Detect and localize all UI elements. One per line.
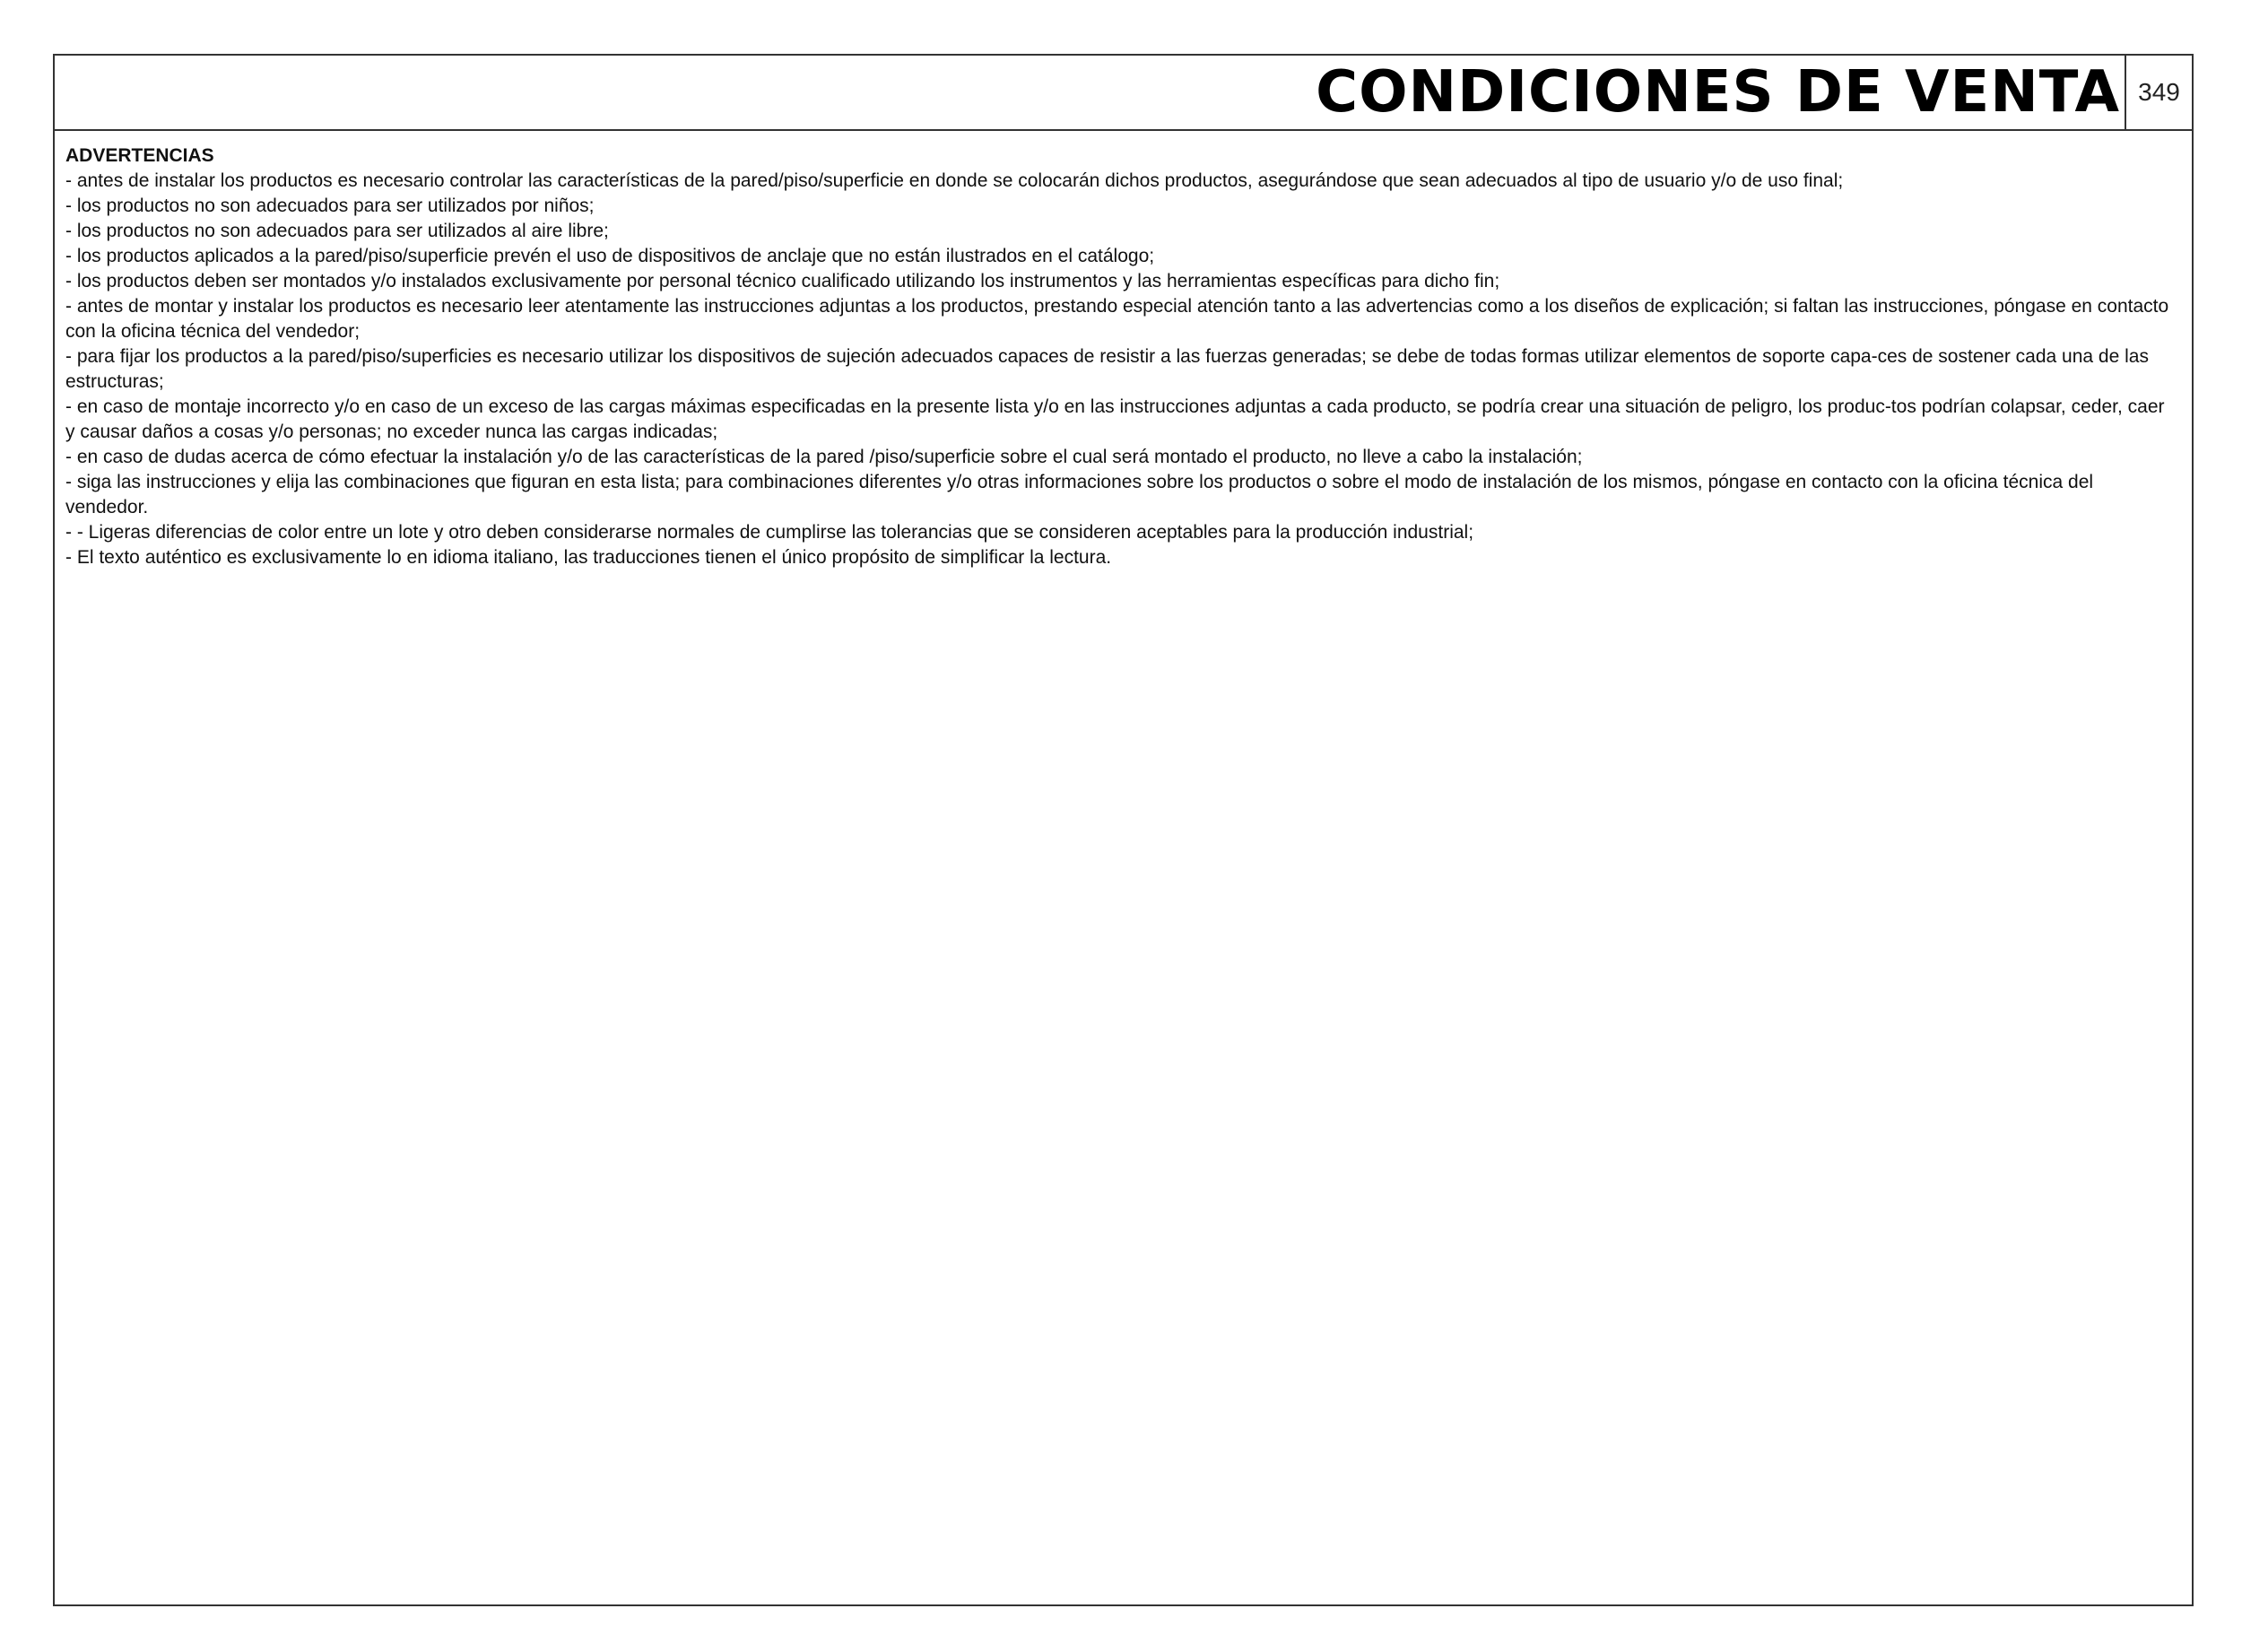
warning-item: - antes de montar y instalar los productos es necesario leer atentamente las instrucciones adjuntas a los productos, prestando especial atención tanto a las advertencias como a los diseños de explicación; si faltan las instrucciones, póngase en contacto con la oficina técnica del vendedor;: [65, 296, 2169, 342]
warning-item: - siga las instrucciones y elija las combinaciones que figuran en esta lista; para combinaciones diferentes y/o otras informaciones sobre los productos o sobre el modo de instalación de los mismos, póngase en contacto con la oficina técnica del vendedor.: [65, 472, 2094, 517]
warning-list: [65, 169, 2177, 570]
warning-item: - los productos no son adecuados para ser utilizados por niños;: [65, 196, 595, 216]
page-title: CONDICIONES DE VENTA: [1316, 59, 2120, 126]
warning-item: - antes de instalar los productos es necesario controlar las características de la pared/piso/superficie en donde se colocarán dichos productos, asegurándose que sean adecuados al tipo de usuario y/o de uso final;: [65, 170, 1844, 191]
warning-item: - El texto auténtico es exclusivamente lo en idioma italiano, las traducciones tienen el único propósito de simplificar la lectura.: [65, 547, 1112, 568]
page-number: 349: [2138, 78, 2180, 106]
warning-item: - los productos no son adecuados para ser utilizados al aire libre;: [65, 221, 609, 241]
warnings-section: [65, 143, 2177, 570]
warning-item: - en caso de montaje incorrecto y/o en caso de un exceso de las cargas máximas especificadas en la presente lista y/o en las instrucciones adjuntas a cada producto, se podría crear una situación de peligro, los produc-tos podrían colapsar, ceder, caer y causar daños a cosas y/o personas; no exceder nunca las cargas indicadas;: [65, 396, 2165, 442]
page-header: [55, 56, 2192, 131]
warning-item: - los productos deben ser montados y/o instalados exclusivamente por personal técnico cualificado utilizando los instrumentos y las herramientas específicas para dicho fin;: [65, 271, 1500, 291]
warning-item: - - Ligeras diferencias de color entre un lote y otro deben considerarse normales de cumplirse las tolerancias que se consideren aceptables para la producción industrial;: [65, 522, 1474, 543]
section-heading: ADVERTENCIAS: [65, 145, 214, 166]
page-frame: [53, 54, 2194, 1606]
warning-item: - en caso de dudas acerca de cómo efectuar la instalación y/o de las características de la pared /piso/superficie sobre el cual será montado el producto, no lleve a cabo la instalación;: [65, 447, 1583, 467]
warning-item: - para fijar los productos a la pared/piso/superficies es necesario utilizar los dispositivos de sujeción adecuados capaces de resistir a las fuerzas generadas; se debe de todas formas utilizar elementos de soporte capa-ces de sostener cada una de las estructuras;: [65, 346, 2149, 392]
warning-item: - los productos aplicados a la pared/piso/superficie prevén el uso de dispositivos de anclaje que no están ilustrados en el catálogo;: [65, 246, 1155, 266]
page-number-box: [2125, 56, 2192, 129]
